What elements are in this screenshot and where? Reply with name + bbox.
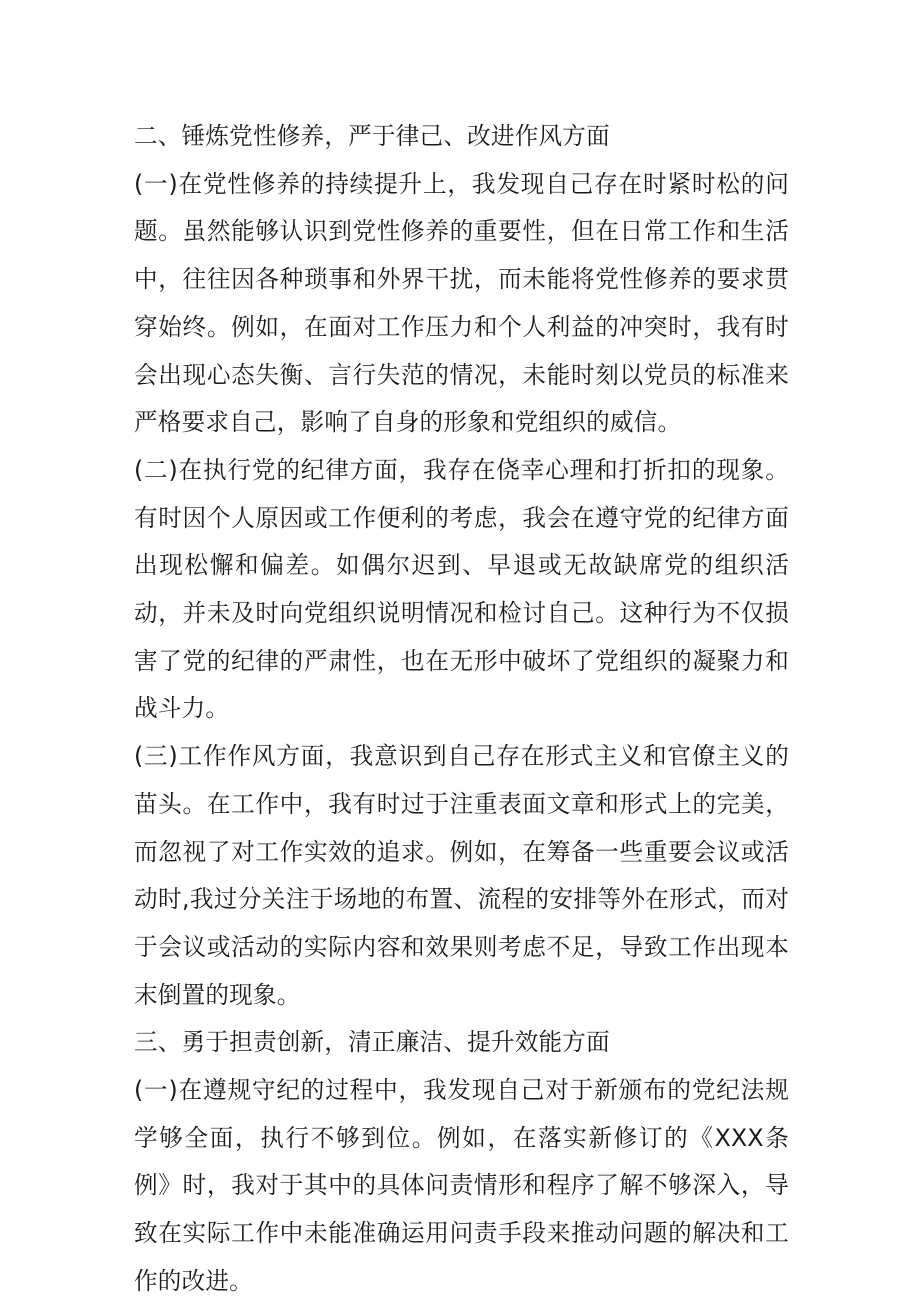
section-2-paragraph-2: (二)在执行党的纪律方面，我存在侥幸心理和打折扣的现象。有时因个人原因或工作便利的考虑，我会在遵守党的纪律方面出现松懈和偏差。如偶尔迟到、早退或无故缺席党的组织活动，并未及时向党组织说明情况和检讨自己。这种行为不仅损害了党的纪律的严肃性，也在无形中破坏了党组织的凝聚力和战斗力。 xyxy=(134,455,789,723)
section-2-heading: 二、锤炼党性修养，严于律己、改进作风方面 xyxy=(134,122,610,150)
section-2-paragraph-1: (一)在党性修养的持续提升上，我发现自己存在时紧时松的问题。虽然能够认识到党性修养的重要性，但在日常工作和生活中，往往因各种琐事和外界干扰，而未能将党性修养的要求贯穿始终。例如，在面对工作压力和个人利益的冲突时，我有时会出现心态失衡、言行失范的情况，未能时刻以党员的标准来严格要求自己，影响了自身的形象和党组织的威信。 xyxy=(134,169,789,437)
section-2-paragraph-3: (三)工作作风方面，我意识到自己存在形式主义和官僚主义的苗头。在工作中，我有时过于注重表面文章和形式上的完美，而忽视了对工作实效的追求。例如，在筹备一些重要会议或活动时,我过分关注于场地的布置、流程的安排等外在形式，而对于会议或活动的实际内容和效果则考虑不足，导致工作出现本末倒置的现象。 xyxy=(134,742,789,1009)
section-3-heading: 三、勇于担责创新，清正廉洁、提升效能方面 xyxy=(134,1028,610,1057)
document-body xyxy=(134,113,789,1306)
section-3-paragraph-1: (一)在遵规守纪的过程中，我发现自己对于新颁布的党纪法规学够全面，执行不够到位。例如，在落实新修订的《XXX条例》时，我对于其中的具体问责情形和程序了解不够深入，导致在实际工作中未能准确运用问责手段来推动问题的解决和工作的改进。 xyxy=(134,1076,789,1295)
